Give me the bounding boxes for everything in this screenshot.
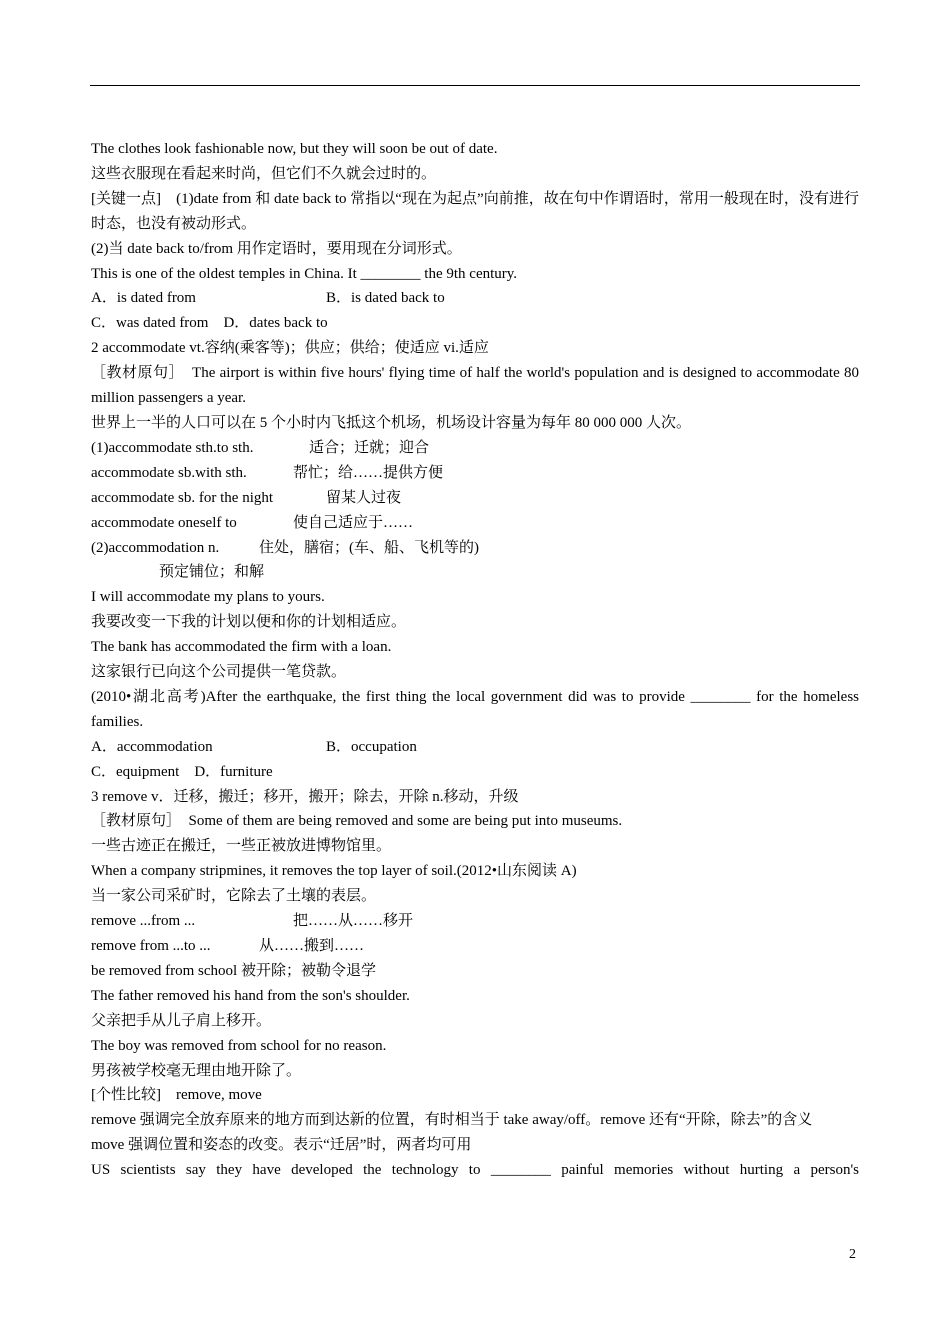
key-point-note: [关键一点] (1)date from 和 date back to 常指以“现在为起点”向前推，故在句中作谓语时，常用一般现在时，没有进行时态，也没有被动形式。	[91, 190, 859, 232]
comparison-heading: [个性比较] remove, move	[91, 1087, 262, 1104]
example-translation: 这家银行已向这个公司提供一笔贷款。	[91, 664, 347, 681]
vocab-heading-accommodate: 2 accommodate vt.容纳(乘客等)；供应；供给；使适应 vi.适应	[91, 340, 489, 357]
example-sentence: The bank has accommodated the firm with a loan.	[91, 639, 392, 656]
example-sentence: The clothes look fashionable now, but they will soon be out of date.	[91, 141, 498, 157]
comparison-move: move 强调位置和姿态的改变。表示“迁居”时，两者均可用	[91, 1137, 472, 1154]
example-translation: 我要改变一下我的计划以便和你的计划相适应。	[91, 614, 407, 631]
exercise-question: US scientists say they have developed the technology to ________ painful memories without hurting a person's	[91, 1162, 859, 1179]
header-rule	[90, 85, 860, 86]
phrase-meaning: 住处，膳宿；(车、船、飞机等的)	[259, 539, 479, 556]
phrase-row	[91, 536, 859, 561]
phrase: accommodate oneself to	[91, 514, 237, 531]
exercise-options-row-2: C．was dated from D．dates back to	[91, 315, 328, 332]
textbook-translation: 一些古迹正在搬迁，一些正被放进博物馆里。	[91, 838, 392, 855]
document-body	[91, 137, 859, 1183]
phrase-row	[91, 436, 859, 461]
exercise-question: This is one of the oldest temples in China. It ________ the 9th century.	[91, 265, 518, 282]
phrase: (1)accommodate sth.to sth.	[91, 439, 254, 456]
example-sentence: I will accommodate my plans to yours.	[91, 589, 325, 606]
phrase-meaning: 把……从……移开	[293, 913, 414, 930]
phrase-meaning-continued: 预定铺位；和解	[159, 564, 265, 581]
page-number: 2	[849, 1247, 856, 1262]
phrase: remove from ...to ...	[91, 938, 211, 954]
option-a: A．is dated from	[91, 290, 196, 307]
example-sentence: The boy was removed from school for no reason.	[91, 1037, 387, 1054]
textbook-sentence: ［教材原句］ The airport is within five hours' flying time of half the world's population and is designed to accommodate 80 million passengers a year.	[91, 365, 859, 407]
example-translation: 当一家公司采矿时，它除去了土壤的表层。	[91, 888, 377, 905]
phrase: accommodate sb.with sth.	[91, 464, 247, 481]
phrase-row	[91, 511, 859, 536]
exercise-options-row	[91, 286, 859, 311]
phrase-meaning: 帮忙；给……提供方便	[293, 464, 444, 481]
example-sentence: The father removed his hand from the son's shoulder.	[91, 987, 410, 1004]
phrase: remove ...from ...	[91, 913, 196, 930]
example-translation: 这些衣服现在看起来时尚，但它们不久就会过时的。	[91, 165, 437, 182]
option-b: B．is dated back to	[326, 290, 445, 307]
phrase: accommodate sb. for the night	[91, 489, 274, 506]
phrase: (2)accommodation n.	[91, 539, 220, 556]
phrase-row: be removed from school 被开除；被勒令退学	[91, 962, 376, 979]
phrase-row	[91, 486, 859, 511]
exercise-options-row-2: C．equipment D．furniture	[91, 763, 273, 780]
exam-question: (2010•湖北高考)After the earthquake, the first thing the local government did was to provide ________ for the homeless families.	[91, 688, 859, 730]
phrase-meaning: 留某人过夜	[326, 489, 402, 506]
key-point-note-2: (2)当 date back to/from 用作定语时，要用现在分词形式。	[91, 240, 462, 257]
comparison-remove: remove 强调完全放弃原来的地方而到达新的位置，有时相当于 take away/off。remove 还有“开除，除去”的含义	[91, 1112, 813, 1129]
phrase-meaning: 适合；迁就；迎合	[309, 439, 430, 456]
phrase-row	[91, 934, 859, 959]
phrase-meaning: 使自己适应于……	[293, 514, 414, 531]
option-b: B．occupation	[326, 738, 417, 755]
example-translation: 父亲把手从儿子肩上移开。	[91, 1012, 272, 1029]
textbook-sentence: ［教材原句］ Some of them are being removed and some are being put into museums.	[91, 813, 623, 830]
vocab-heading-remove: 3 remove v．迁移，搬迁；移开，搬开；除去，开除 n.移动，升级	[91, 788, 519, 805]
phrase-row	[91, 461, 859, 486]
exercise-options-row	[91, 735, 859, 760]
phrase-meaning: 从……搬到……	[259, 938, 365, 954]
example-sentence: When a company stripmines, it removes the top layer of soil.(2012•山东阅读 A)	[91, 863, 577, 880]
phrase-row	[91, 909, 859, 934]
textbook-translation: 世界上一半的人口可以在 5 个小时内飞抵这个机场，机场设计容量为每年 80 000 000 人次。	[91, 414, 692, 431]
example-translation: 男孩被学校毫无理由地开除了。	[91, 1062, 302, 1079]
option-a: A．accommodation	[91, 738, 213, 755]
